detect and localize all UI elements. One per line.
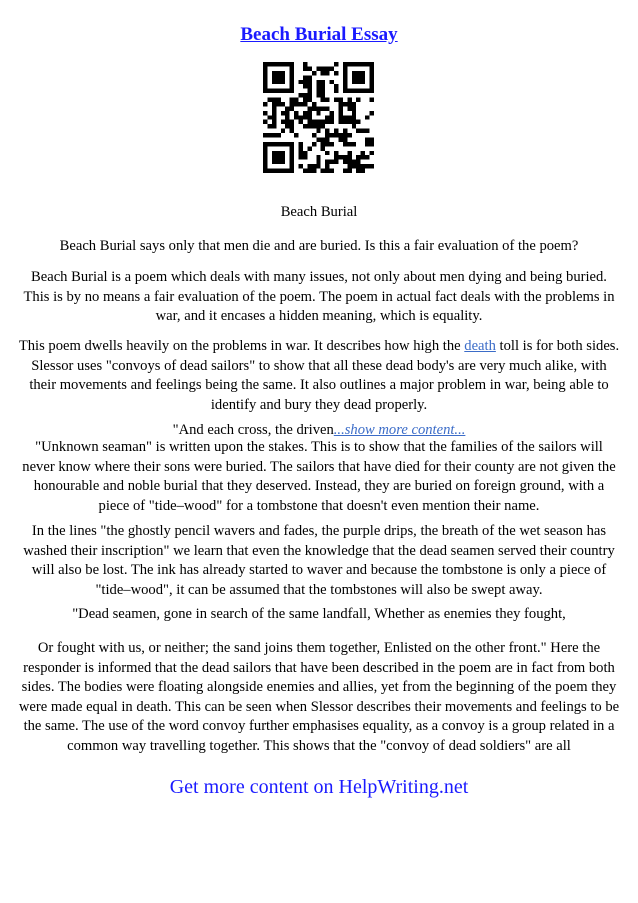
helpwriting-footer-link[interactable]: Get more content on HelpWriting.net <box>169 776 469 798</box>
essay-title-link[interactable]: Beach Burial Essay <box>240 24 398 45</box>
show-more-link[interactable]: ...show more content... <box>333 422 466 438</box>
paragraph-inscription: In the lines "the ghostly pencil wavers and fades, the purple drips, the breath of the wet season has washed their inscription" we learn that even the knowledge that the dead seamen served their country will also be lost. The ink has already started to waver and because the tombstone is only a piece of "tide–wood", it can be assumed that the tombstones will also be swept away. <box>23 523 615 598</box>
paragraph-intro: Beach Burial is a poem which deals with many issues, not only about men dying and being buried. This is by no means a fair evaluation of the poem. The poem in actual fact deals with the problems in war, and it encases a hidden meaning, which is equality. <box>23 269 615 324</box>
paragraph-unknown-seaman: "Unknown seaman" is written upon the stakes. This is to show that the families of the sailors will never know where their sons were buried. The sailors that have died for their county are not given the honourable and noble burial that they deserved. Instead, they are buried on foreign ground, with a piece of "tide–wood" for a tombstone that doesn't even mention their name. <box>22 439 616 514</box>
quote-dead-seamen: "Dead seamen, gone in search of the same landfall, Whether as enemies they fought, <box>72 606 566 622</box>
paragraph-problems-after: toll is for both sides. Slessor uses "convoys of dead sailors" to show that all these dead body's are very much alike, with their movements and feelings being the same. It also outlines a major problem in war, being able to identify and bury they dead properly. <box>29 338 620 413</box>
paragraph-problems-before: This poem dwells heavily on the problems in war. It describes how high the <box>18 338 465 354</box>
essay-heading: Beach Burial <box>280 204 358 220</box>
qr-code <box>263 62 374 173</box>
death-link[interactable]: death <box>464 338 496 354</box>
quote-cross-text: "And each cross, the driven <box>172 422 334 438</box>
paragraph-equality: Or fought with us, or neither; the sand joins them together, Enlisted on the other front." Here the responder is informed that the dead sailors that have been described in the poem are in fact from both sides. The bodies were floating alongside enemies and allies, yet from the beginning of the poem they were made equal in death. This can be seen when Slessor describes their movements and feelings to be the same. The use of the word convoy further emphasises equality, as a convoy is a group related in a common way travelling together. This shows that the "convoy of dead soldiers" are all <box>18 640 620 754</box>
paragraph-problems <box>18 337 620 415</box>
essay-question: Beach Burial says only that men die and are buried. Is this a fair evaluation of the poem? <box>59 238 579 254</box>
